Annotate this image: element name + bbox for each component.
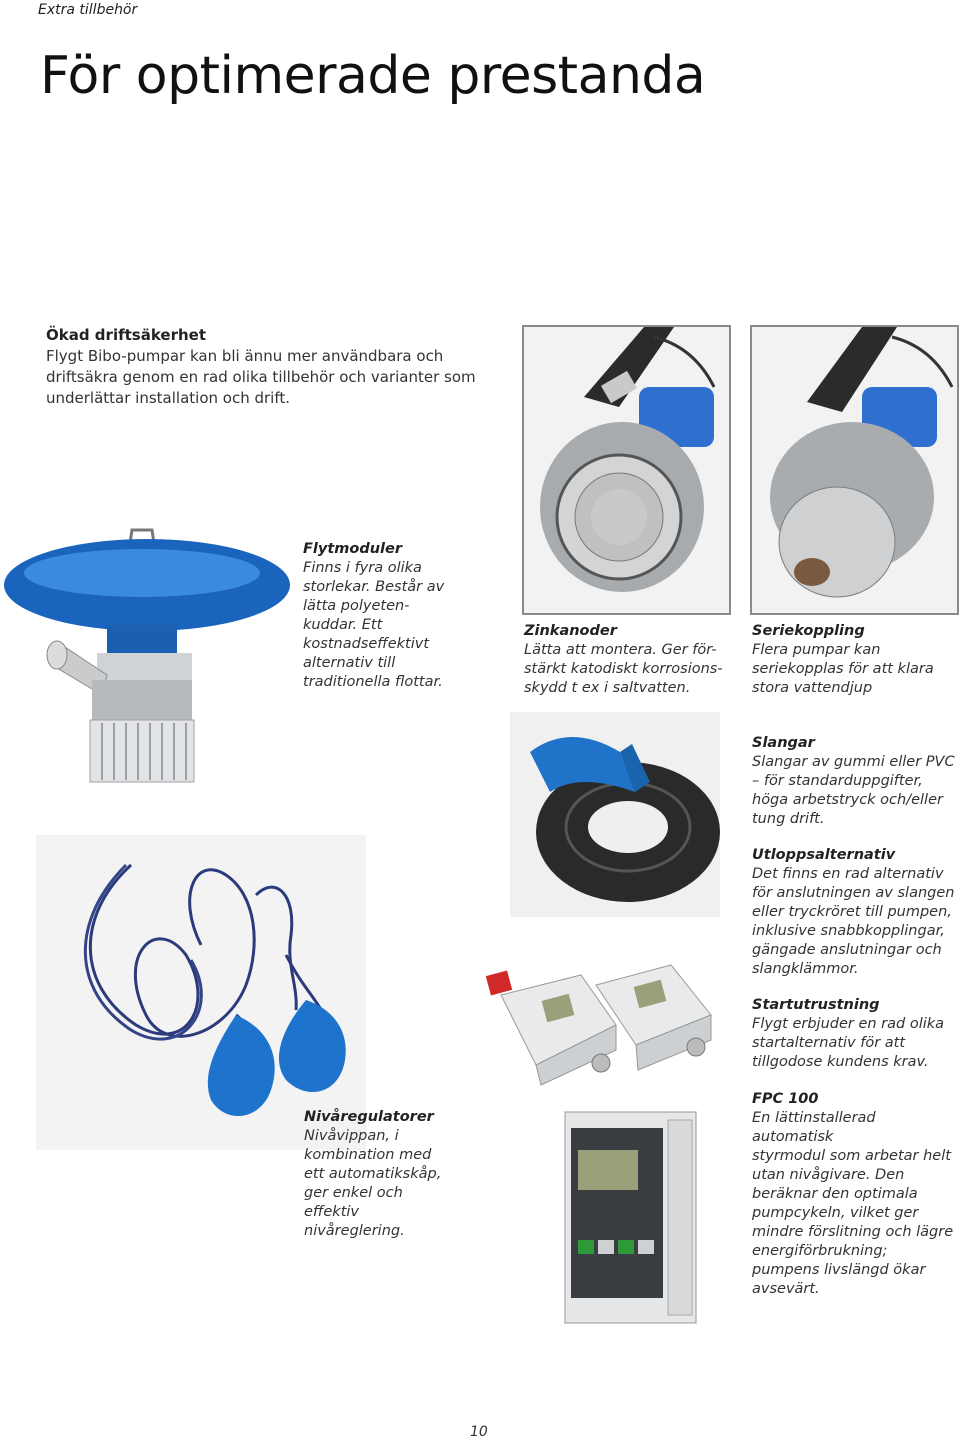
seriekoppling-caption <box>752 622 957 698</box>
seriekoppling-image <box>750 325 959 615</box>
caption-line: kuddar. Ett <box>303 617 383 633</box>
caption-line: mindre förslitning och lägre <box>752 1224 954 1240</box>
caption-line: startalternativ för att <box>752 1035 906 1051</box>
caption-line: pumpcykeln, vilket ger <box>752 1205 919 1221</box>
caption-line: energiförbrukning; <box>752 1243 888 1259</box>
caption-line: utan nivågivare. Den <box>752 1167 905 1183</box>
slangar-heading: Slangar <box>752 735 815 751</box>
caption-line: beräknar den optimala <box>752 1186 918 1202</box>
caption-line: inklusive snabbkopplingar, <box>752 923 945 939</box>
caption-line: tillgodose kundens krav. <box>752 1054 929 1070</box>
zinkanoder-heading: Zinkanoder <box>524 623 617 639</box>
flytmodul-image <box>2 525 292 795</box>
caption-line: höga arbetstryck och/eller <box>752 792 943 808</box>
fpc-caption <box>752 1090 957 1299</box>
startutrustning-heading: Startutrustning <box>752 997 880 1013</box>
nivaregulator-image <box>36 835 366 1150</box>
slangar-image <box>510 712 720 917</box>
caption-line: ger enkel och <box>304 1185 403 1201</box>
caption-line: traditionella flottar. <box>303 674 443 690</box>
zinkanoder-caption <box>524 622 734 698</box>
intro-heading: Ökad driftsäkerhet <box>46 326 206 344</box>
intro-line: Flygt Bibo-pumpar kan bli ännu mer användbara och <box>46 347 444 365</box>
caption-line: seriekopplas för att klara <box>752 661 934 677</box>
caption-line: Flera pumpar kan <box>752 642 881 658</box>
nivaregulatorer-heading: Nivåregulatorer <box>304 1109 434 1125</box>
caption-line: nivåreglering. <box>304 1223 405 1239</box>
flytmoduler-heading: Flytmoduler <box>303 541 402 557</box>
caption-line: pumpens livslängd ökar <box>752 1262 926 1278</box>
caption-line: Finns i fyra olika <box>303 560 422 576</box>
intro-line: underlättar installation och drift. <box>46 389 290 407</box>
page-title: För optimerade prestanda <box>40 46 706 106</box>
caption-line: lätta polyeten- <box>303 598 410 614</box>
caption-line: En lättinstallerad automatisk <box>752 1110 876 1145</box>
caption-line: skydd t ex i saltvatten. <box>524 680 691 696</box>
caption-line: storlekar. Består av <box>303 579 445 595</box>
utlopp-heading: Utloppsalternativ <box>752 847 896 863</box>
fpc-device-image <box>563 1110 698 1325</box>
utlopp-caption <box>752 846 957 979</box>
nivaregulatorer-caption <box>304 1108 464 1241</box>
caption-line: alternativ till <box>303 655 396 671</box>
startutrustning-caption <box>752 996 957 1072</box>
flytmoduler-caption <box>303 540 473 692</box>
caption-line: effektiv <box>304 1204 359 1220</box>
intro-block <box>46 325 486 409</box>
caption-line: – för standarduppgifter, <box>752 773 923 789</box>
fpc-heading: FPC 100 <box>752 1091 819 1107</box>
caption-line: Lätta att montera. Ger för- <box>524 642 717 658</box>
page-number: 10 <box>470 1424 488 1440</box>
caption-line: slangklämmor. <box>752 961 859 977</box>
caption-line: stärkt katodiskt korrosions- <box>524 661 723 677</box>
caption-line: gängade anslutningar och <box>752 942 942 958</box>
zinkanoder-image <box>522 325 731 615</box>
caption-line: Det finns en rad alternativ <box>752 866 944 882</box>
caption-line: kostnadseffektivt <box>303 636 430 652</box>
caption-line: Slangar av gummi eller PVC <box>752 754 955 770</box>
intro-line: driftsäkra genom en rad olika tillbehör och varianter som <box>46 368 476 386</box>
caption-line: stora vattendjup <box>752 680 873 696</box>
slangar-caption <box>752 734 957 829</box>
caption-line: avsevärt. <box>752 1281 820 1297</box>
caption-line: Nivåvippan, i <box>304 1128 399 1144</box>
caption-line: styrmodul som arbetar helt <box>752 1148 951 1164</box>
caption-line: eller tryckröret till pumpen, <box>752 904 952 920</box>
caption-line: tung drift. <box>752 811 825 827</box>
caption-line: ett automatikskåp, <box>304 1166 442 1182</box>
caption-line: Flygt erbjuder en rad olika <box>752 1016 945 1032</box>
startutrustning-image <box>486 955 726 1090</box>
section-label: Extra tillbehör <box>38 2 138 18</box>
caption-line: kombination med <box>304 1147 432 1163</box>
seriekoppling-heading: Seriekoppling <box>752 623 865 639</box>
caption-line: för anslutningen av slangen <box>752 885 955 901</box>
